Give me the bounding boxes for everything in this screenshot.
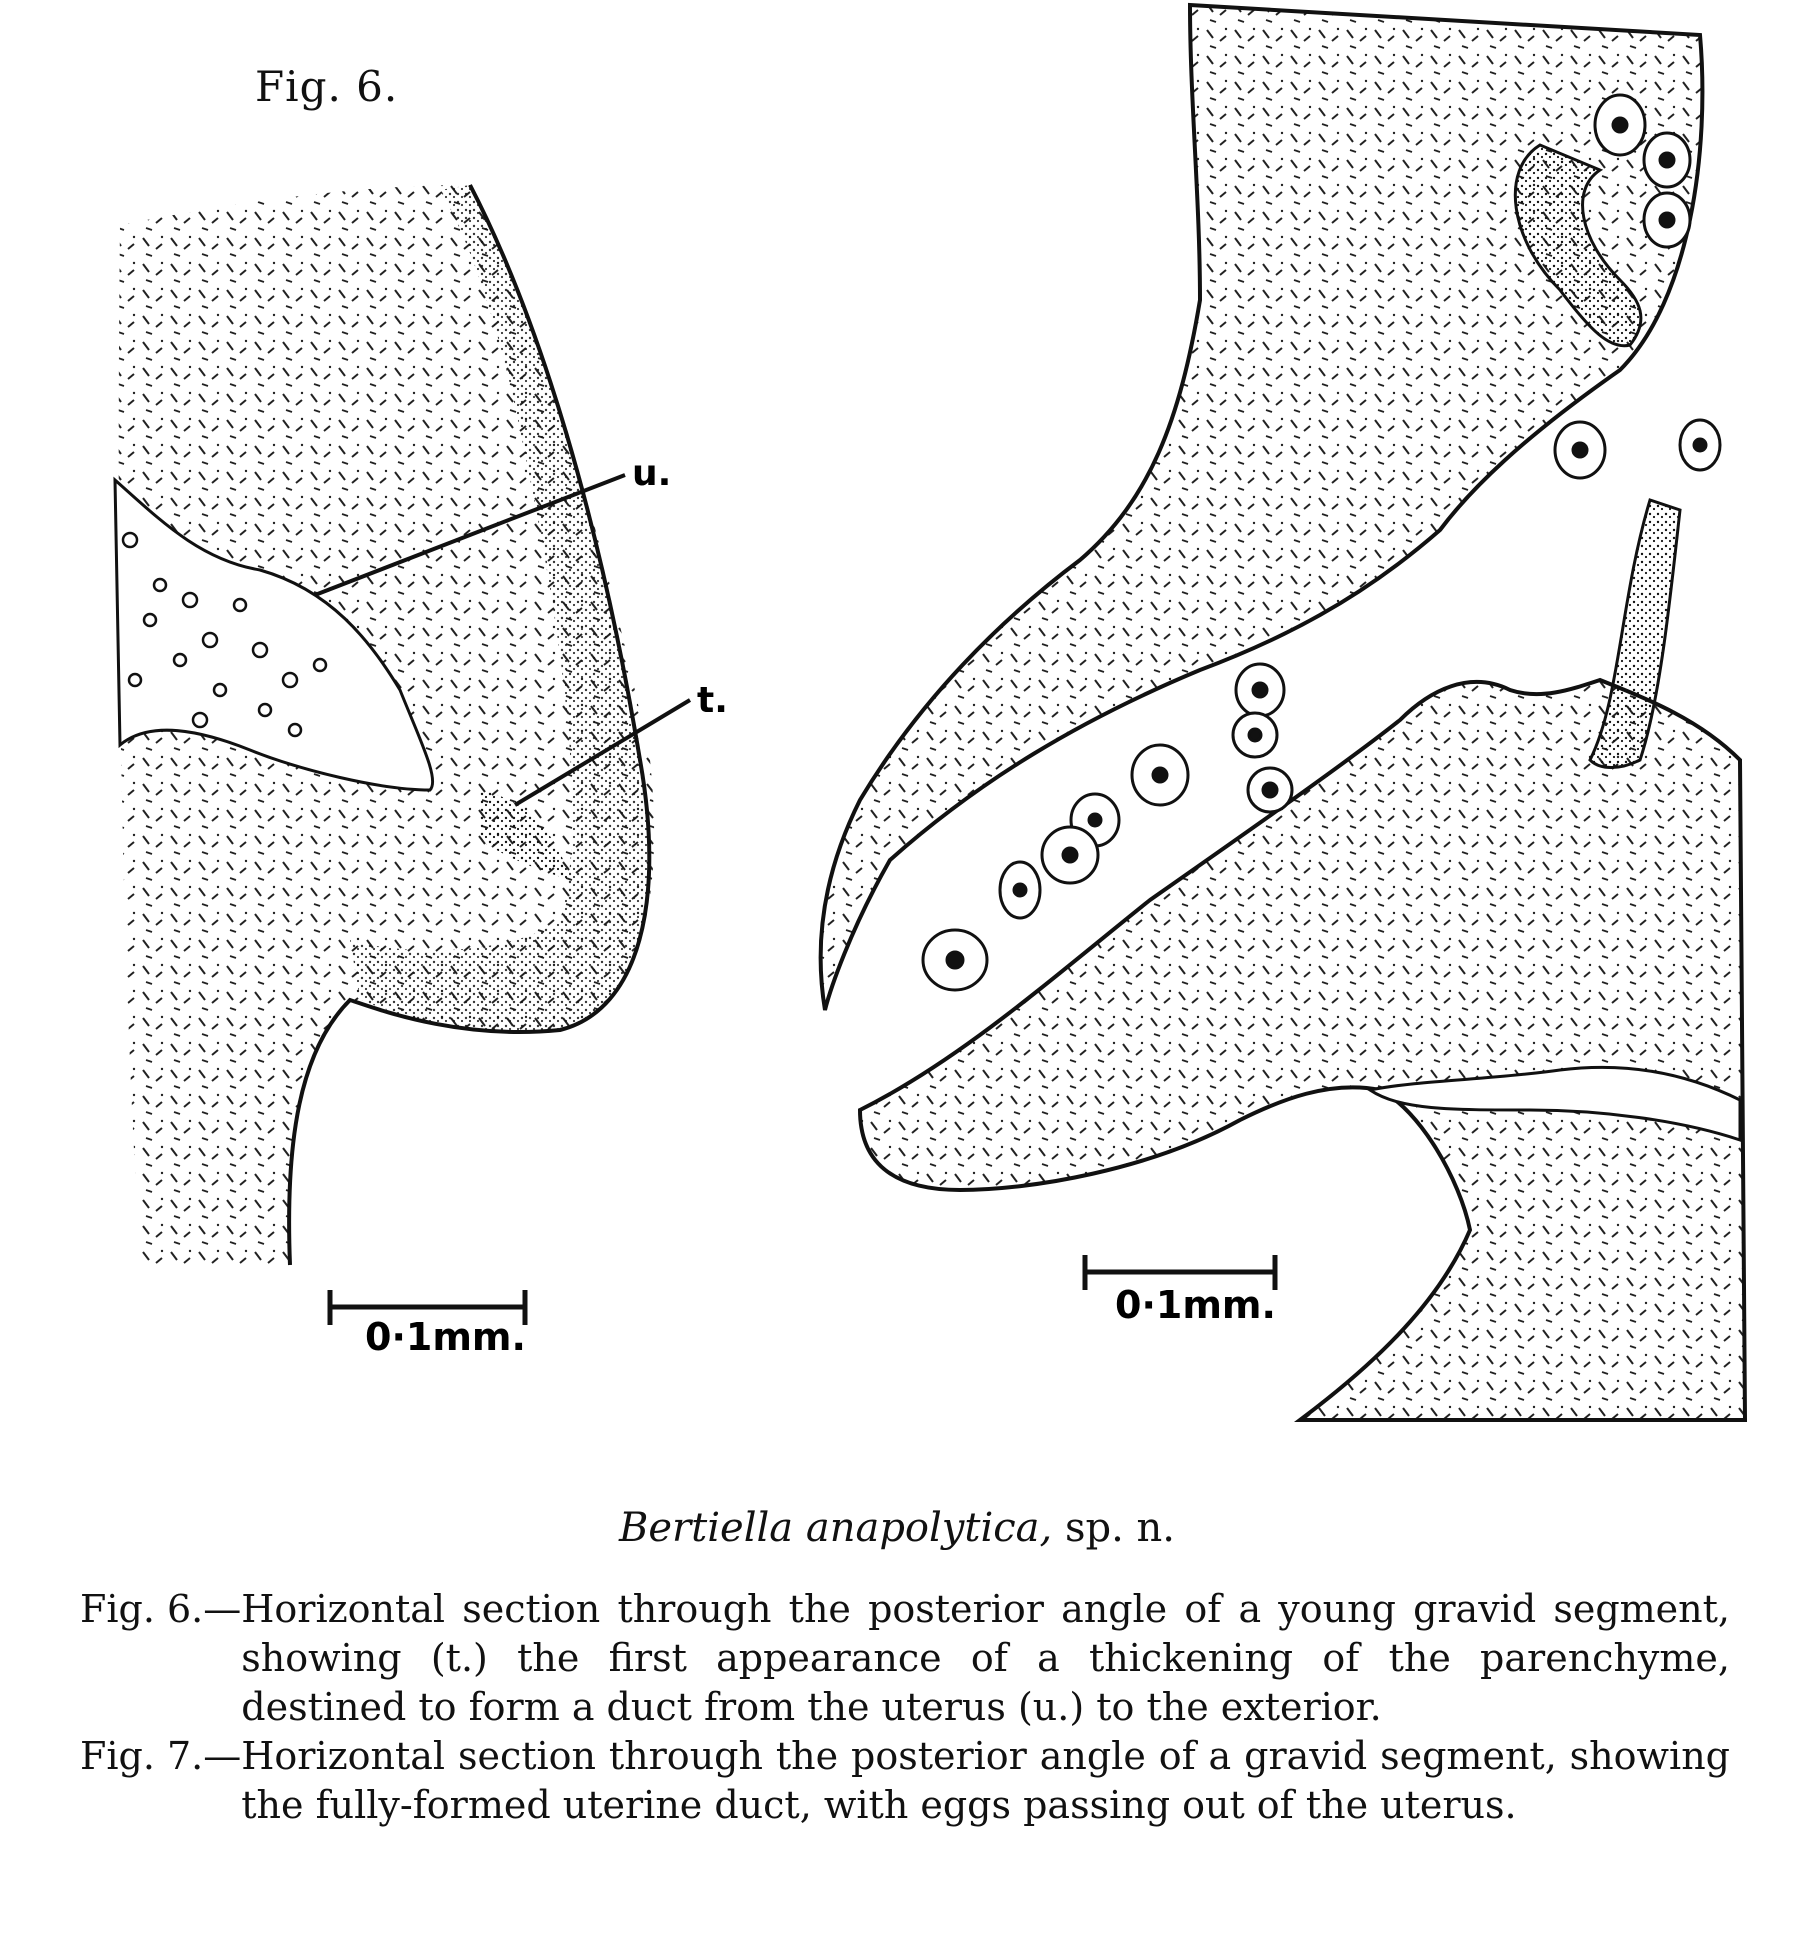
leader-label-u: u.	[632, 453, 672, 494]
caption-number: Fig. 6.—	[80, 1587, 242, 1631]
figure-7-scale-label: 0·1mm.	[1115, 1283, 1276, 1327]
figure-7-lower-tissue	[860, 680, 1745, 1420]
caption-fig-7	[80, 1732, 1730, 1830]
leader-label-t: t.	[697, 680, 728, 721]
figure-6-scale-label: 0·1mm.	[365, 1315, 526, 1359]
figure-7-drawing	[821, 5, 1745, 1420]
figure-captions	[80, 1585, 1730, 1830]
caption-text: Horizontal section through the posterior angle of a gravid segment, showing the fully-formed uterine duct, with eggs passing out of the uterus.	[241, 1734, 1730, 1827]
caption-fig-6	[80, 1585, 1730, 1732]
species-heading	[0, 1505, 1794, 1551]
figure-6-label: Fig. 6.	[255, 62, 399, 111]
caption-text: Horizontal section through the posterior angle of a young gravid segment, showing (t.) the first appearance of a thickening of the parenchyme, destined to form a duct from the uterus (u.) to the exterior.	[241, 1587, 1730, 1729]
species-name: Bertiella anapolytica,	[618, 1505, 1053, 1551]
species-suffix: sp. n.	[1052, 1505, 1175, 1551]
caption-number: Fig. 7.—	[80, 1734, 242, 1778]
figure-6-drawing	[115, 185, 728, 1359]
